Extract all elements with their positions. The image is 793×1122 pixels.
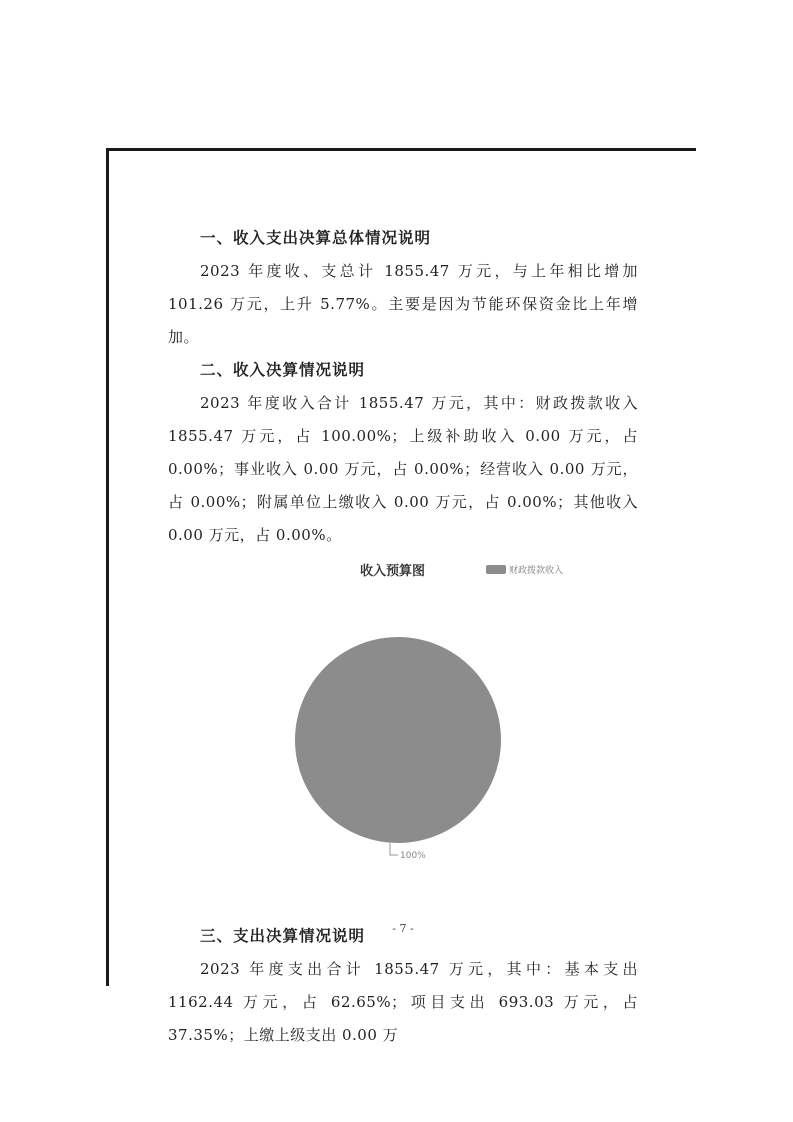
scan-border-top [108,148,696,151]
scan-border-left [106,148,109,986]
document-page [168,222,638,1052]
pie-label-leader-0 [390,843,398,855]
section-2-heading: 二、收入决算情况说明 [200,361,366,379]
section-2-paragraph: 2023 年度收入合计 1855.47 万元，其中：财政拨款收入 1855.47 万元，占 100.00%；上级补助收入 0.00 万元，占 0.00%；事业收入 0.00 万元，占 0.00%；经营收入 0.00 万元，占 0.00%；附属单位上缴收入 0.00 万元，占 0.00%；其他收入 0.00 万元，占 0.00%。 [168,394,638,544]
page-number: - 7 - [392,922,414,935]
pie-slice-0 [295,637,501,843]
chart-title: 收入预算图 [360,564,426,579]
section-3-heading: 三、支出决算情况说明 [200,927,366,945]
income-pie-chart [168,560,638,920]
section-3-paragraph: 2023 年度支出合计 1855.47 万元，其中：基本支出 1162.44 万元，占 62.65%；项目支出 693.03 万元，占 37.35%；上缴上级支出 0.00 万 [168,960,638,1044]
pie-label-0: 100% [400,851,426,861]
pie-svg [168,560,638,920]
section-1-heading: 一、收入支出决算总体情况说明 [200,229,432,247]
legend-label: 财政拨款收入 [509,566,564,576]
section-1-paragraph: 2023 年度收、支总计 1855.47 万元，与上年相比增加 101.26 万元，上升 5.77%。主要是因为节能环保资金比上年增加。 [168,262,638,346]
